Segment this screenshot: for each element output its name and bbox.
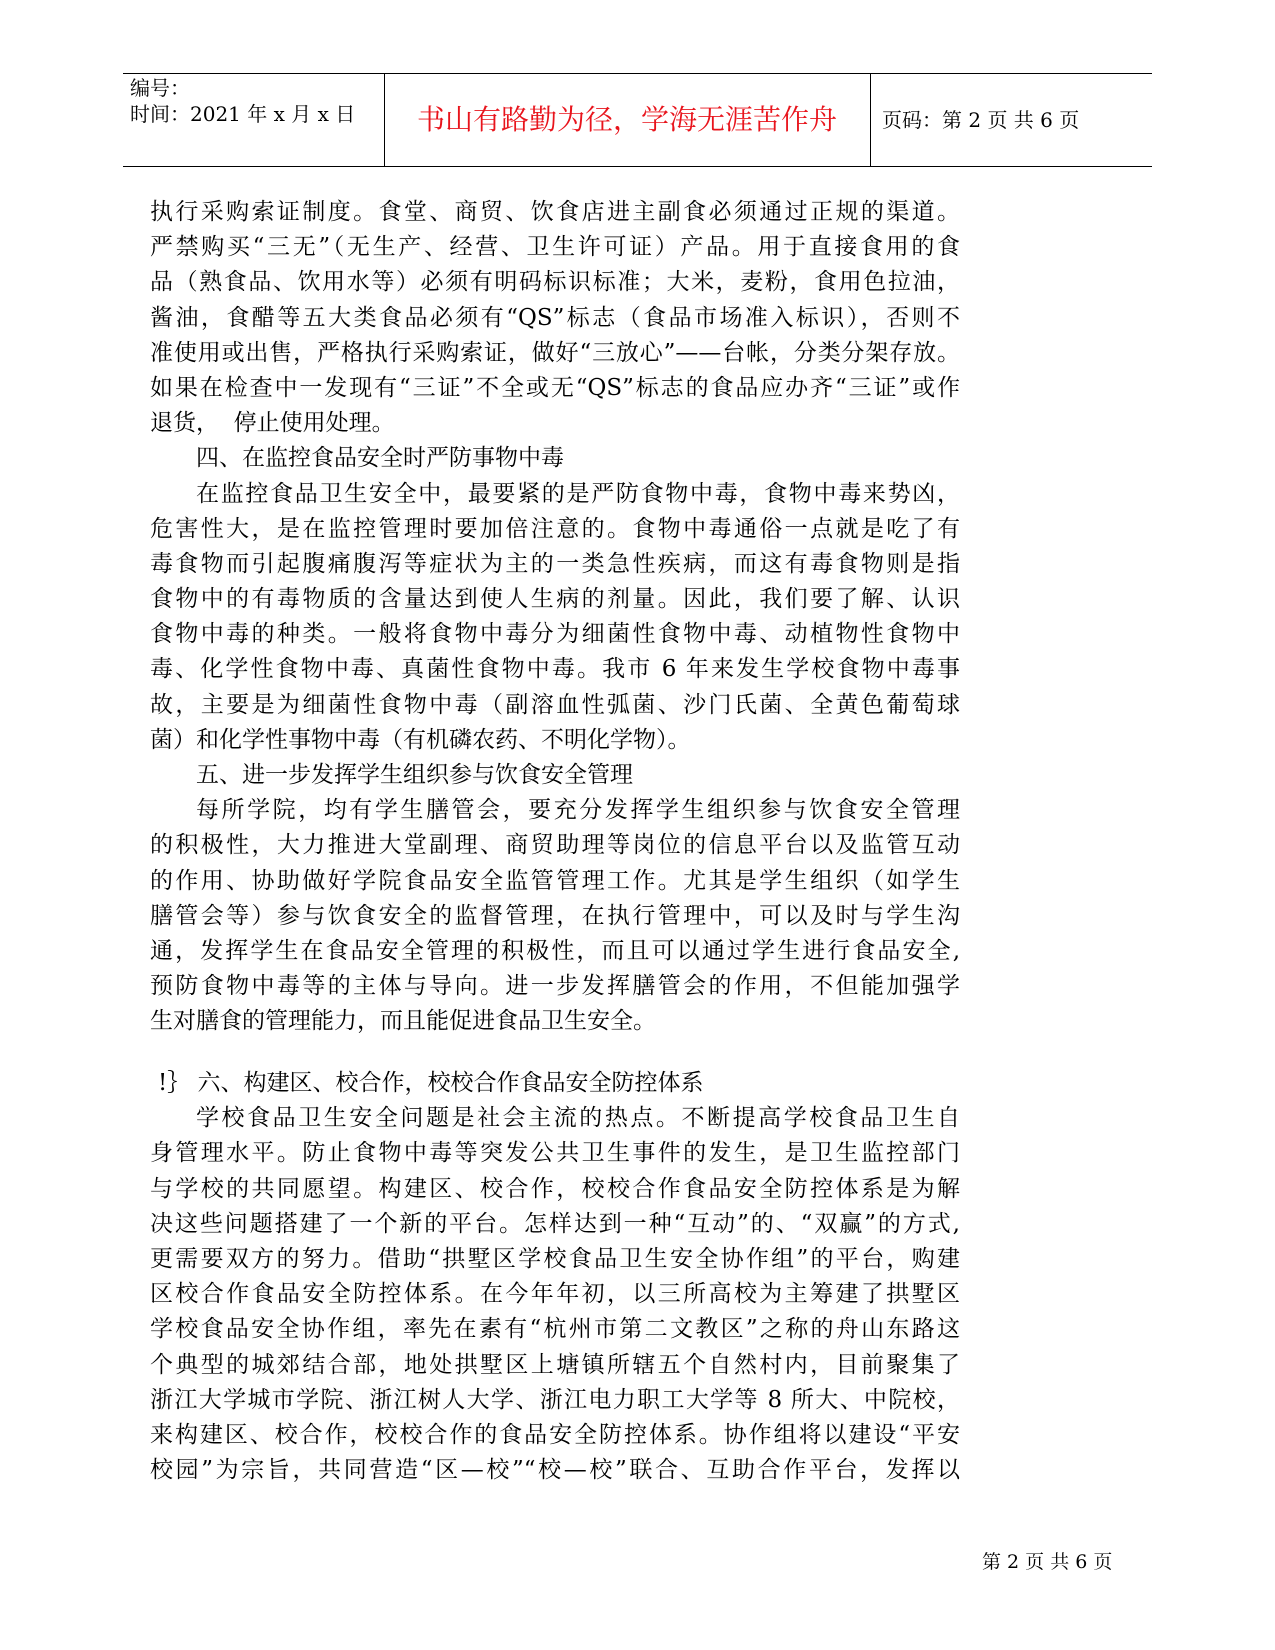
text-line: 学校食品安全协作组，率先在素有“杭州市第二文教区”之称的舟山东路这 (150, 1316, 960, 1343)
text-line: 执行采购索证制度。食堂、商贸、饮食店进主副食必须通过正规的渠道。 (150, 199, 960, 225)
header-divider-right (870, 73, 871, 166)
header-page-info: 页码：第 2 页 共 6 页 (882, 108, 1080, 132)
text-line: 个典型的城郊结合部，地处拱墅区上塘镇所辖五个自然村内，目前聚集了 (150, 1351, 960, 1378)
text-line: 膳管会等）参与饮食安全的监督管理，在执行管理中，可以及时与学生沟 (150, 902, 960, 929)
text-line: 如果在检查中一发现有“三证”不全或无“QS”标志的食品应办齐“三证”或作 (150, 374, 960, 401)
text-line: 区校合作食品安全防控体系。在今年年初，以三所高校为主筹建了拱墅区 (150, 1281, 960, 1308)
text-line: 浙江大学城市学院、浙江树人大学、浙江电力职工大学等 8 所大、中院校， (150, 1386, 960, 1413)
text-line: 毒、化学性食物中毒、真菌性食物中毒。我市 6 年来发生学校食物中毒事 (150, 656, 960, 683)
header-number-label: 编号： (130, 76, 190, 100)
text-line: 生对膳食的管理能力，而且能促进食品卫生安全。 (150, 1008, 656, 1035)
text-line: 退货， 停止使用处理。 (150, 410, 395, 437)
text-line: 与学校的共同愿望。构建区、校合作，校校合作食品安全防控体系是为解 (150, 1175, 960, 1202)
text-line: 预防食物中毒等的主体与导向。进一步发挥膳管会的作用，不但能加强学 (150, 973, 960, 1000)
section-heading: 四、在监控食品安全时严防事物中毒 (196, 445, 564, 472)
text-line: 食物中毒的种类。一般将食物中毒分为细菌性食物中毒、动植物性食物中 (150, 621, 960, 648)
text-line: 危害性大，是在监控管理时要加倍注意的。食物中毒通俗一点就是吃了有 (150, 515, 960, 542)
text-line: 严禁购买“三无”（无生产、经营、卫生许可证）产品。用于直接食用的食 (150, 234, 960, 261)
footer-page-number: 第 2 页 共 6 页 (982, 1551, 1113, 1573)
section-heading: !｝ 六、构建区、校合作，校校合作食品安全防控体系 (158, 1070, 704, 1096)
body-section (150, 195, 960, 1040)
text-line: 品（熟食品、饮用水等）必须有明码标识标准；大米，麦粉，食用色拉油， (150, 269, 960, 296)
text-line: 准使用或出售，严格执行采购索证，做好“三放心”——台帐，分类分架存放。 (150, 339, 960, 366)
text-line: 在监控食品卫生安全中，最要紧的是严防食物中毒，食物中毒来势凶， (196, 480, 960, 507)
text-line: 通，发挥学生在食品安全管理的积极性，而且可以通过学生进行食品安全, (150, 937, 960, 964)
header-date-label: 时间：2021 年 x 月 x 日 (130, 102, 356, 126)
text-line: 的积极性，大力推进大堂副理、商贸助理等岗位的信息平台以及监管互动 (150, 832, 960, 859)
text-line: 故，主要是为细菌性食物中毒（副溶血性弧菌、沙门氏菌、全黄色葡萄球 (150, 691, 960, 718)
text-line: 校园”为宗旨，共同营造“区—校”“校—校”联合、互助合作平台，发挥以 (150, 1457, 960, 1484)
text-line: 学校食品卫生安全问题是社会主流的热点。不断提高学校食品卫生自 (196, 1105, 960, 1132)
body-section (150, 1066, 960, 1488)
text-line: 决这些问题搭建了一个新的平台。怎样达到一种“互动”的、“双赢”的方式, (150, 1210, 960, 1237)
text-line: 身管理水平。防止食物中毒等突发公共卫生事件的发生，是卫生监控部门 (150, 1140, 960, 1167)
text-line: 毒食物而引起腹痛腹泻等症状为主的一类急性疾病，而这有毒食物则是指 (150, 550, 960, 577)
text-line: 酱油，食醋等五大类食品必须有“QS”标志（食品市场准入标识），否则不 (150, 304, 960, 331)
header-motto: 书山有路勤为径，学海无涯苦作舟 (416, 103, 837, 136)
text-line: 每所学院，均有学生膳管会，要充分发挥学生组织参与饮食安全管理 (196, 797, 960, 824)
text-line: 的作用、协助做好学院食品安全监管管理工作。尤其是学生组织（如学生 (150, 867, 960, 894)
text-line: 食物中的有毒物质的含量达到使人生病的剂量。因此，我们要了解、认识 (150, 586, 960, 613)
section-heading: 五、进一步发挥学生组织参与饮食安全管理 (196, 762, 633, 788)
text-line: 来构建区、校合作，校校合作的食品安全防控体系。协作组将以建设“平安 (150, 1421, 960, 1448)
header-bottom-rule (123, 166, 1152, 167)
text-line: 菌）和化学性事物中毒（有机磷农药、不明化学物）。 (150, 726, 691, 753)
header-top-rule (123, 73, 1152, 74)
text-line: 更需要双方的努力。借助“拱墅区学校食品卫生安全协作组”的平台，购建 (150, 1245, 960, 1272)
